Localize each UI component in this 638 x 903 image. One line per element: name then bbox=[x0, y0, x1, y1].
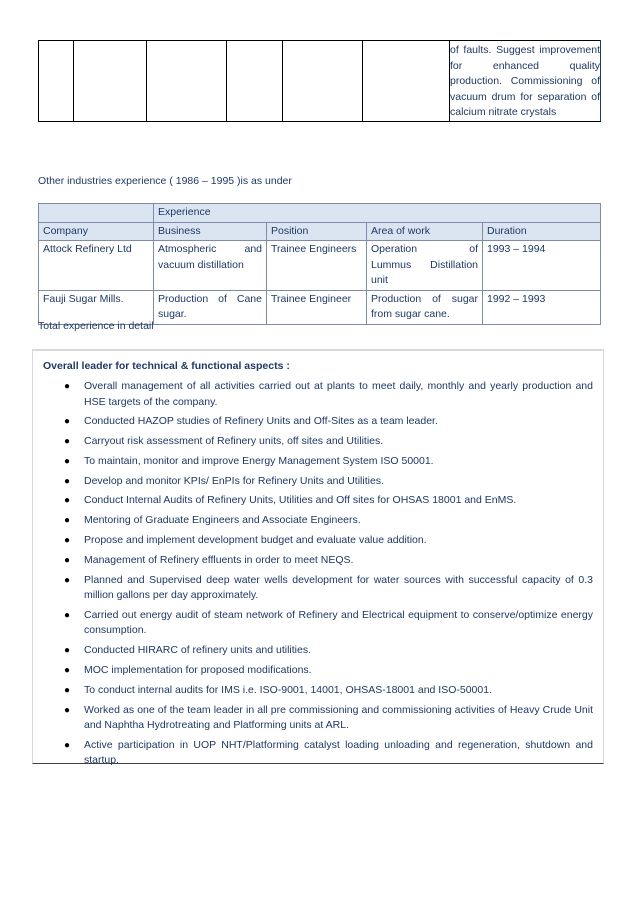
empty-cell bbox=[39, 41, 74, 122]
bullet-icon: ● bbox=[64, 665, 71, 677]
bullet-icon: ● bbox=[64, 475, 71, 487]
bullet-icon: ● bbox=[64, 684, 71, 696]
list-item bbox=[33, 738, 605, 769]
area-line: from sugar cane. bbox=[371, 308, 450, 320]
continuation-line: vacuum drum for separation of bbox=[450, 90, 600, 103]
list-item-text: Carried out energy audit of steam network of Refinery and Electrical equipment to conserve/optimize energy consumption. bbox=[84, 608, 593, 637]
area-line: Operation of bbox=[371, 243, 478, 255]
empty-cell bbox=[74, 41, 147, 122]
list-item bbox=[33, 513, 605, 529]
other-industries-heading: Other industries experience ( 1986 – 1995 )is as under bbox=[38, 175, 292, 187]
detail-box-title: Overall leader for technical & functional aspects : bbox=[43, 360, 290, 372]
list-item bbox=[33, 474, 605, 490]
list-item bbox=[33, 553, 605, 569]
column-header-company: Company bbox=[39, 222, 154, 241]
bullet-icon: ● bbox=[64, 609, 71, 621]
table-group-header-row bbox=[39, 204, 601, 223]
bullet-icon: ● bbox=[64, 436, 71, 448]
area-line: Production of sugar bbox=[371, 292, 478, 305]
empty-header-cell bbox=[39, 204, 154, 223]
list-item-text: To conduct internal audits for IMS i.e. ISO-9001, 14001, OHSAS-18001 and ISO-50001. bbox=[84, 683, 492, 696]
list-item-text: Conducted HIRARC of refinery units and utilities. bbox=[84, 644, 312, 657]
continuation-text-cell bbox=[450, 41, 601, 122]
list-item-text: Conducted HAZOP studies of Refinery Units and Off-Sites as a team leader. bbox=[84, 415, 438, 428]
continuation-table bbox=[38, 40, 601, 122]
experience-group-header: Experience bbox=[154, 204, 601, 223]
table-row bbox=[39, 290, 601, 324]
table-row bbox=[39, 241, 601, 291]
position-cell: Trainee Engineers bbox=[267, 241, 367, 291]
list-item-text: To maintain, monitor and improve Energy Management System ISO 50001. bbox=[84, 454, 434, 467]
list-item-text: Planned and Supervised deep water wells development for water sources with successful capacity of 0.3 million gallons per day approximately. bbox=[84, 573, 593, 602]
column-header-position: Position bbox=[267, 222, 367, 241]
list-item-text: Overall management of all activities carried out at plants to meet daily, monthly and yearly production and HSE targets of the company. bbox=[84, 380, 593, 408]
list-item-text: Propose and implement development budget and evaluate value addition. bbox=[84, 534, 427, 547]
bullet-icon: ● bbox=[64, 535, 71, 547]
continuation-line: of faults. Suggest improvement bbox=[450, 44, 600, 56]
responsibility-list bbox=[33, 379, 605, 773]
experience-table bbox=[38, 203, 601, 325]
list-item bbox=[33, 414, 605, 430]
business-line: vacuum distillation bbox=[158, 258, 244, 271]
bullet-icon: ● bbox=[64, 515, 71, 527]
total-experience-caption: Total experience in detail bbox=[38, 320, 154, 332]
list-item-text: Management of Refinery effluents in order to meet NEQS. bbox=[84, 553, 354, 566]
company-cell: Fauji Sugar Mills. bbox=[39, 290, 154, 324]
list-item-text: Carryout risk assessment of Refinery units, off sites and Utilities. bbox=[84, 435, 384, 448]
bullet-icon: ● bbox=[64, 495, 71, 507]
list-item bbox=[33, 608, 605, 639]
position-cell: Trainee Engineer bbox=[267, 290, 367, 324]
business-line: Atmospheric and bbox=[158, 243, 262, 255]
list-item bbox=[33, 643, 605, 659]
table-row bbox=[39, 41, 601, 122]
bullet-icon: ● bbox=[64, 381, 71, 392]
list-item bbox=[33, 434, 605, 450]
empty-cell bbox=[283, 41, 363, 122]
bullet-icon: ● bbox=[64, 704, 71, 716]
bullet-icon: ● bbox=[64, 416, 71, 428]
business-cell bbox=[154, 290, 267, 324]
list-item bbox=[33, 493, 605, 509]
empty-cell bbox=[147, 41, 227, 122]
list-item-text: Worked as one of the team leader in all pre commissioning and commissioning activities of Heavy Crude Unit and Naphtha Hydrotreating and Platforming units at ARL. bbox=[84, 703, 593, 732]
list-item-text: Mentoring of Graduate Engineers and Associate Engineers. bbox=[84, 514, 361, 527]
company-cell: Attock Refinery Ltd bbox=[39, 241, 154, 291]
experience-detail-box bbox=[32, 349, 604, 767]
area-line: Lummus Distillation bbox=[371, 258, 478, 271]
list-item-text: Active participation in UOP NHT/Platforming catalyst loading unloading and regeneration, shutdown and startup. bbox=[84, 738, 593, 767]
list-item bbox=[33, 573, 605, 604]
bullet-icon: ● bbox=[64, 645, 71, 657]
list-item bbox=[33, 703, 605, 734]
business-cell bbox=[154, 241, 267, 291]
list-item-text: Conduct Internal Audits of Refinery Units, Utilities and Off sites for OHSAS 18001 and EnMS. bbox=[84, 494, 517, 507]
bullet-icon: ● bbox=[64, 455, 71, 467]
bullet-icon: ● bbox=[64, 739, 71, 751]
continuation-line: production. Commissioning of bbox=[450, 75, 600, 87]
bullet-icon: ● bbox=[64, 554, 71, 566]
area-line: unit bbox=[371, 274, 388, 286]
duration-cell: 1993 – 1994 bbox=[483, 241, 601, 291]
column-header-business: Business bbox=[154, 222, 267, 241]
duration-cell: 1992 – 1993 bbox=[483, 290, 601, 324]
column-header-area: Area of work bbox=[367, 222, 483, 241]
list-item bbox=[33, 683, 605, 699]
business-line: Production of Cane bbox=[158, 292, 262, 305]
list-item bbox=[33, 454, 605, 470]
area-cell bbox=[367, 290, 483, 324]
continuation-line: calcium nitrate crystals bbox=[450, 106, 557, 118]
area-cell bbox=[367, 241, 483, 291]
business-line: sugar. bbox=[158, 308, 187, 320]
list-item bbox=[33, 379, 605, 410]
empty-cell bbox=[227, 41, 283, 122]
bullet-icon: ● bbox=[64, 574, 71, 586]
column-header-duration: Duration bbox=[483, 222, 601, 241]
empty-cell bbox=[363, 41, 450, 122]
list-item bbox=[33, 533, 605, 549]
table-header-row bbox=[39, 222, 601, 241]
list-item-text: Develop and monitor KPIs/ EnPIs for Refinery Units and Utilities. bbox=[84, 474, 384, 487]
list-item-text: MOC implementation for proposed modifications. bbox=[84, 664, 312, 677]
list-item bbox=[33, 663, 605, 679]
continuation-line: for enhanced quality bbox=[450, 59, 600, 72]
